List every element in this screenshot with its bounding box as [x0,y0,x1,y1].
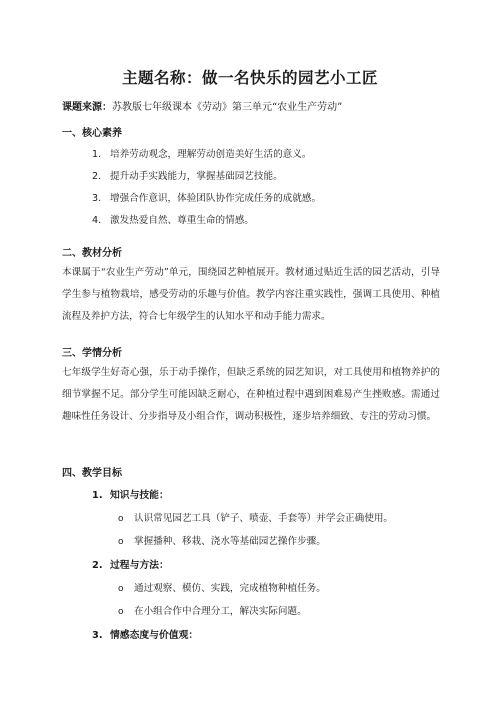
list-item-number: 2. [92,171,102,182]
list-item [118,533,326,547]
goal-number: 2. [92,560,103,571]
list-item [118,510,393,524]
list-item [118,603,307,617]
list-item-text: 认识常见园艺工具（铲子、喷壶、手套等）并学会正确使用。 [134,513,394,524]
goal-subheading-knowledge [92,487,169,501]
list-item-text: 提升动手实践能力，掌握基础园艺技能。 [110,171,283,182]
list-item-text: 掌握播种、移栽、浇水等基础园艺操作步骤。 [134,536,326,547]
bullet-mark: o [118,514,124,524]
goal-subheading-process [92,557,169,571]
section-heading-core-literacy: 一、核心素养 [62,128,122,139]
list-item-text: 通过观察、模仿、实践，完成植物种植任务。 [134,583,326,594]
topic-source-label: 课题来源： [62,102,112,113]
bullet-mark: o [118,537,124,547]
list-item [92,168,283,182]
list-item [118,580,326,594]
list-item-text: 激发热爱自然、尊重生命的情感。 [110,215,254,226]
list-item-text: 在小组合作中合理分工，解决实际问题。 [134,606,307,617]
list-item-text: 增强合作意识，体验团队协作完成任务的成就感。 [110,193,322,204]
goal-number: 3. [92,630,103,641]
student-analysis-paragraph: 七年级学生好奇心强，乐于动手操作，但缺乏系统的园艺知识，对工具使用和植物养护的细节掌握不足。部分学生可能因缺乏耐心，在种植过程中遇到困难易产生挫败感。需通过趣味性任务设计、分步指导及小组合作，调动积极性，逐步培养细致、专注的劳动习惯。 [62,367,440,422]
section-heading-textbook-analysis: 二、教材分析 [62,248,122,259]
list-item-number: 3. [92,193,102,204]
goal-label: 过程与方法： [110,560,169,571]
bullet-mark: o [118,607,124,617]
list-item-text: 培养劳动观念，理解劳动创造美好生活的意义。 [110,149,312,160]
textbook-analysis-paragraph: 本课属于“农业生产劳动”单元，围绕园艺种植展开。教材通过贴近生活的园艺活动，引导学生参与植物栽培，感受劳动的乐趣与价值。教学内容注重实践性，强调工具使用、种植流程及养护方法，符合七年级学生的认知水平和动手能力需求。 [62,267,440,322]
goal-subheading-values [92,627,198,641]
page-title: 主题名称：做一名快乐的园艺小工匠 [121,69,378,87]
list-item [92,212,254,226]
list-item [92,146,311,160]
goal-number: 1. [92,490,103,501]
bullet-mark: o [118,584,124,594]
list-item-number: 4. [92,215,102,226]
list-item-number: 1. [92,149,102,160]
topic-source [62,98,342,113]
goal-label: 知识与技能： [110,490,169,501]
section-heading-student-analysis: 三、学情分析 [62,348,122,359]
goal-label: 情感态度与价值观： [110,630,199,641]
topic-source-text: 苏教版七年级课本《劳动》第三单元“农业生产劳动” [112,102,343,113]
list-item [92,190,321,204]
section-heading-teaching-goals: 四、教学目标 [62,468,122,479]
